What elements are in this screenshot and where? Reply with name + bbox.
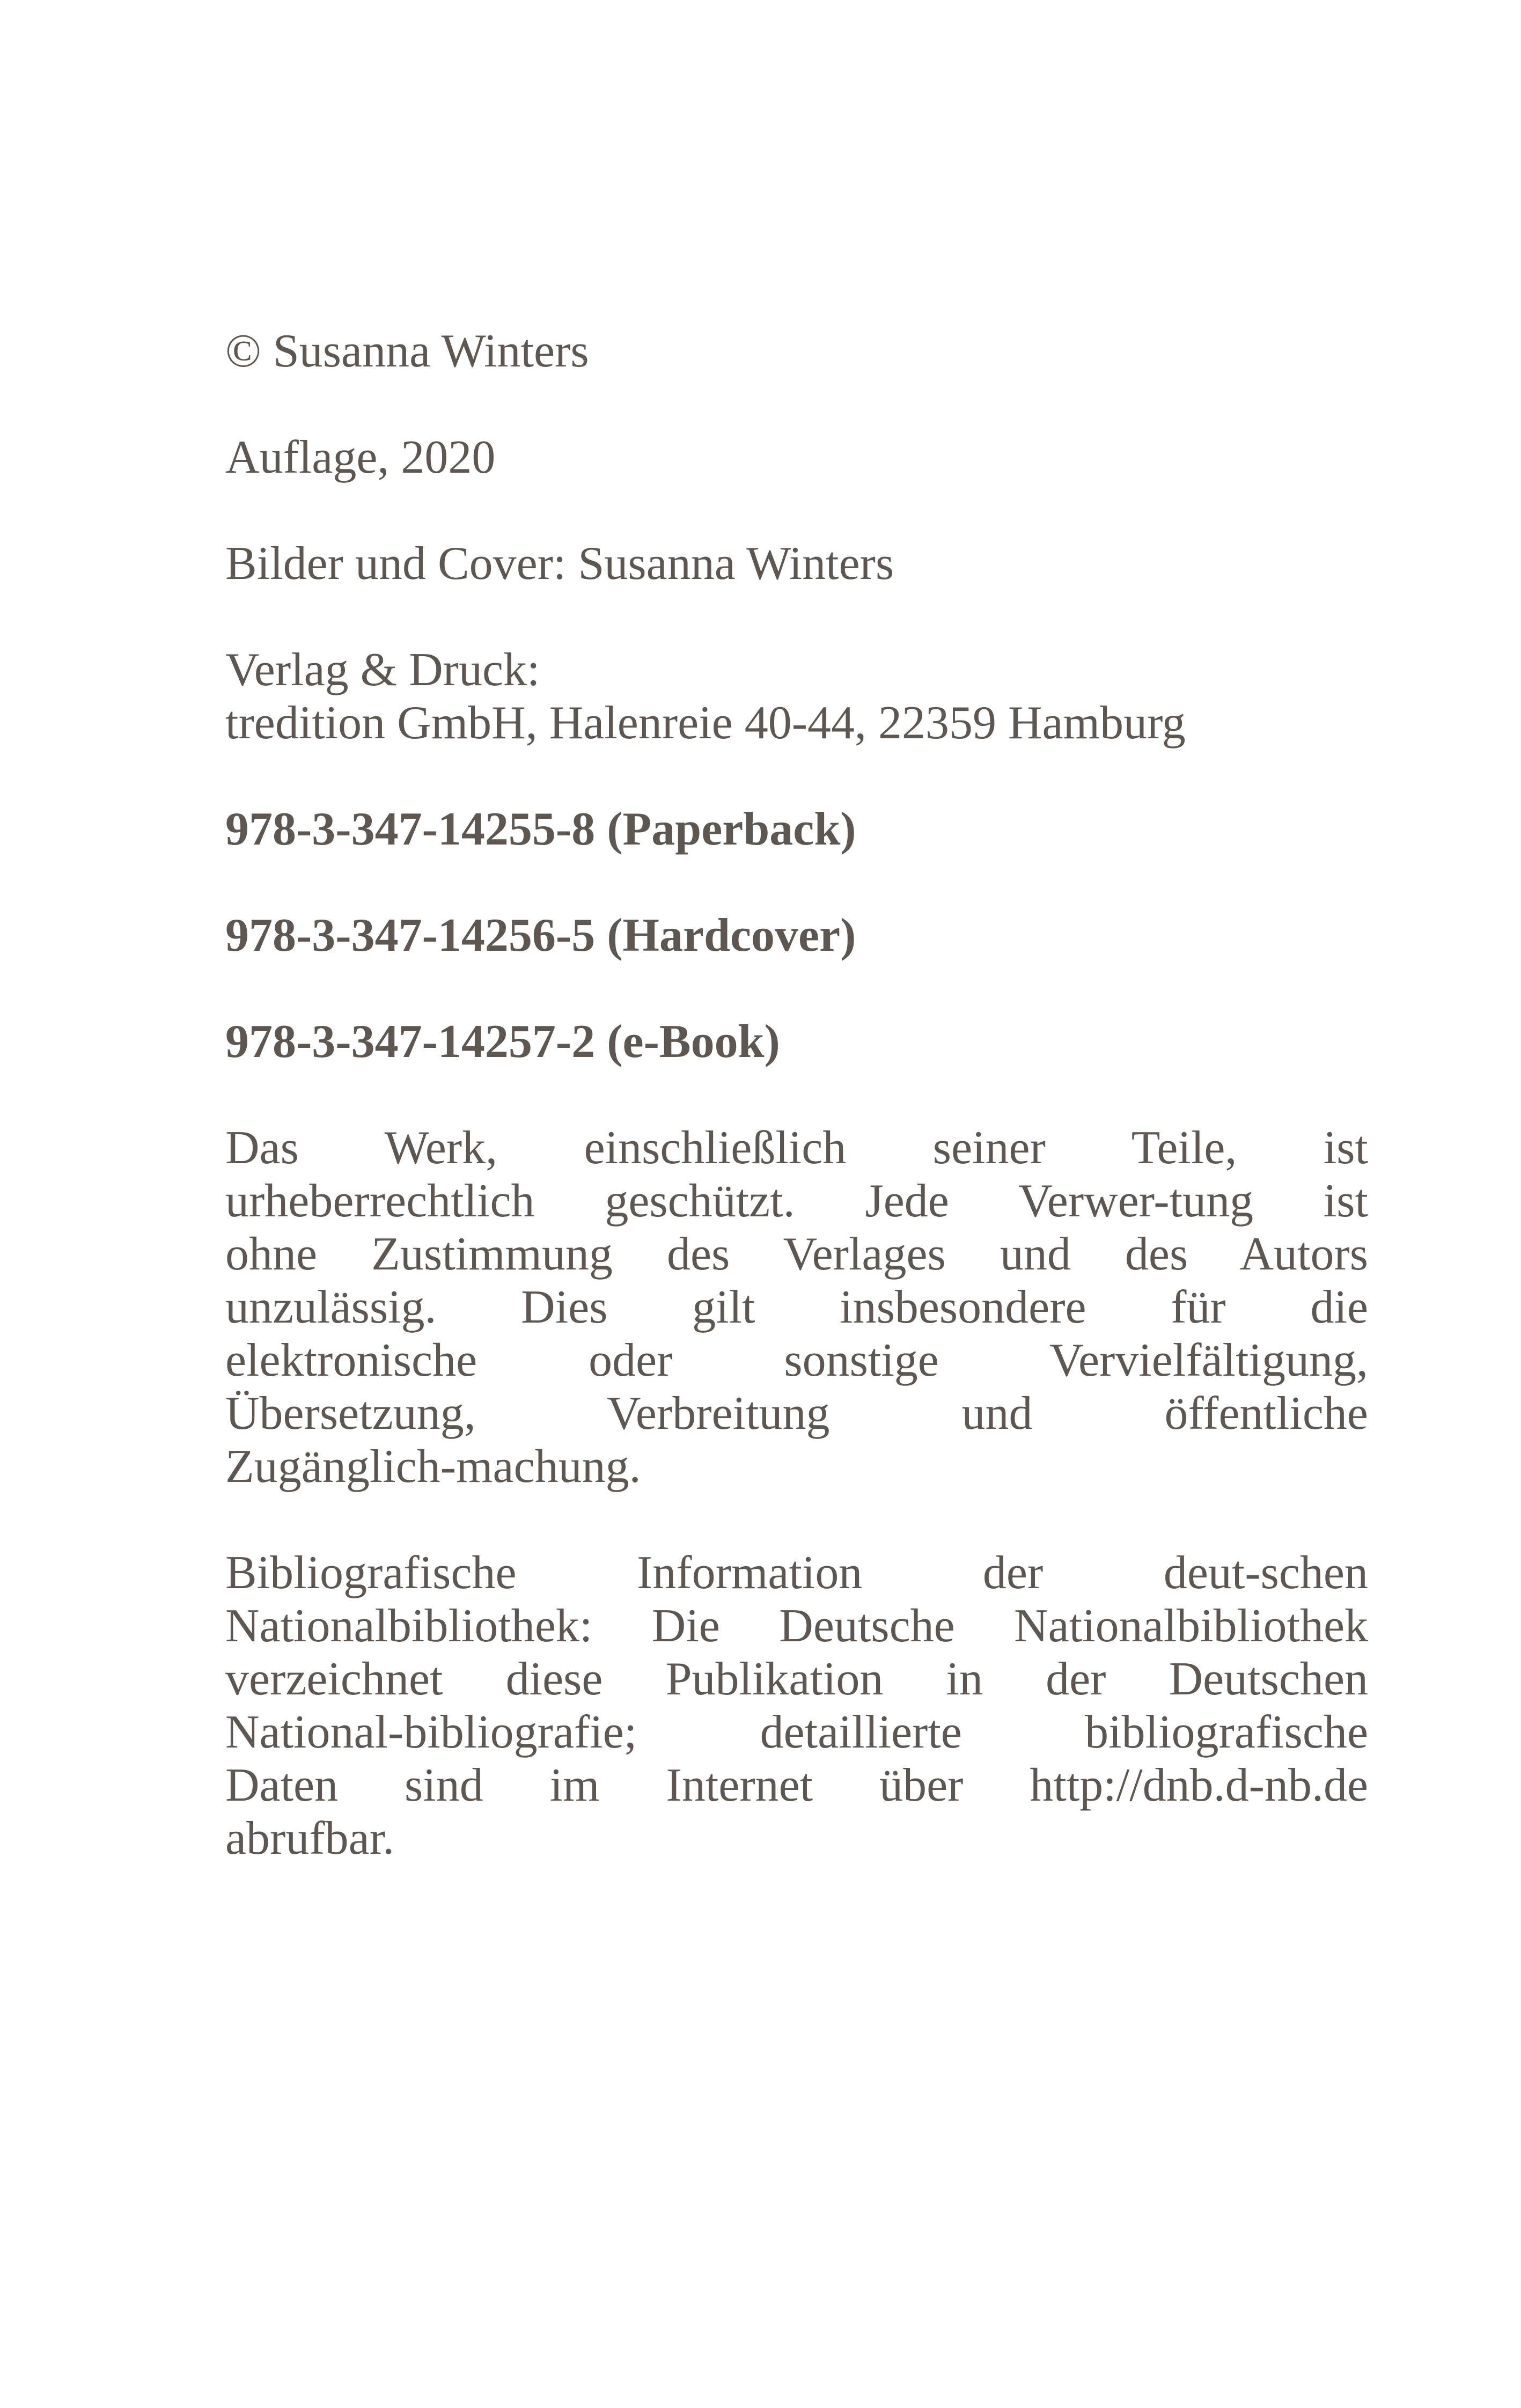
- isbn-ebook: 978-3-347-14257-2 (e-Book): [225, 1016, 780, 1068]
- copyright-line: © Susanna Winters: [225, 325, 589, 377]
- copyright-notice-line: urheberrechtlich geschützt. Jede Verwer-tung ist: [225, 1175, 1368, 1227]
- bibliographic-info-line: National-bibliografie; detaillierte bibliografische: [225, 1706, 1368, 1758]
- isbn-paperback: 978-3-347-14255-8 (Paperback): [225, 803, 856, 855]
- bibliographic-info-paragraph: [225, 1546, 1368, 1865]
- bibliographic-info-line: Bibliografische Information der deut-schen: [225, 1547, 1368, 1599]
- publisher-label: Verlag & Druck:: [225, 644, 540, 696]
- isbn-hardcover: 978-3-347-14256-5 (Hardcover): [225, 909, 856, 961]
- bibliographic-info-line: abrufbar.: [225, 1812, 395, 1864]
- bibliographic-info-line: verzeichnet diese Publikation in der Deutschen: [225, 1653, 1368, 1705]
- copyright-notice-line: elektronische oder sonstige Vervielfältigung,: [225, 1334, 1368, 1386]
- copyright-notice-line: ohne Zustimmung des Verlages und des Autors: [225, 1228, 1368, 1280]
- publisher-address: tredition GmbH, Halenreie 40-44, 22359 Hamburg: [225, 697, 1186, 749]
- copyright-notice-line: Übersetzung, Verbreitung und öffentliche: [225, 1387, 1368, 1440]
- edition-line: Auflage, 2020: [225, 431, 496, 483]
- copyright-notice-paragraph: [225, 1121, 1368, 1493]
- copyright-notice-line: Zugänglich-machung.: [225, 1441, 641, 1493]
- copyright-notice-line: unzulässig. Dies gilt insbesondere für die: [225, 1281, 1368, 1333]
- bibliographic-info-line: Nationalbibliothek: Die Deutsche Nationalbibliothek: [225, 1600, 1368, 1652]
- images-cover-line: Bilder und Cover: Susanna Winters: [225, 538, 894, 590]
- copyright-notice-line: Das Werk, einschließlich seiner Teile, ist: [225, 1122, 1368, 1174]
- imprint-content: [225, 325, 1368, 1865]
- bibliographic-info-line: Daten sind im Internet über http://dnb.d-nb.de: [225, 1759, 1368, 1811]
